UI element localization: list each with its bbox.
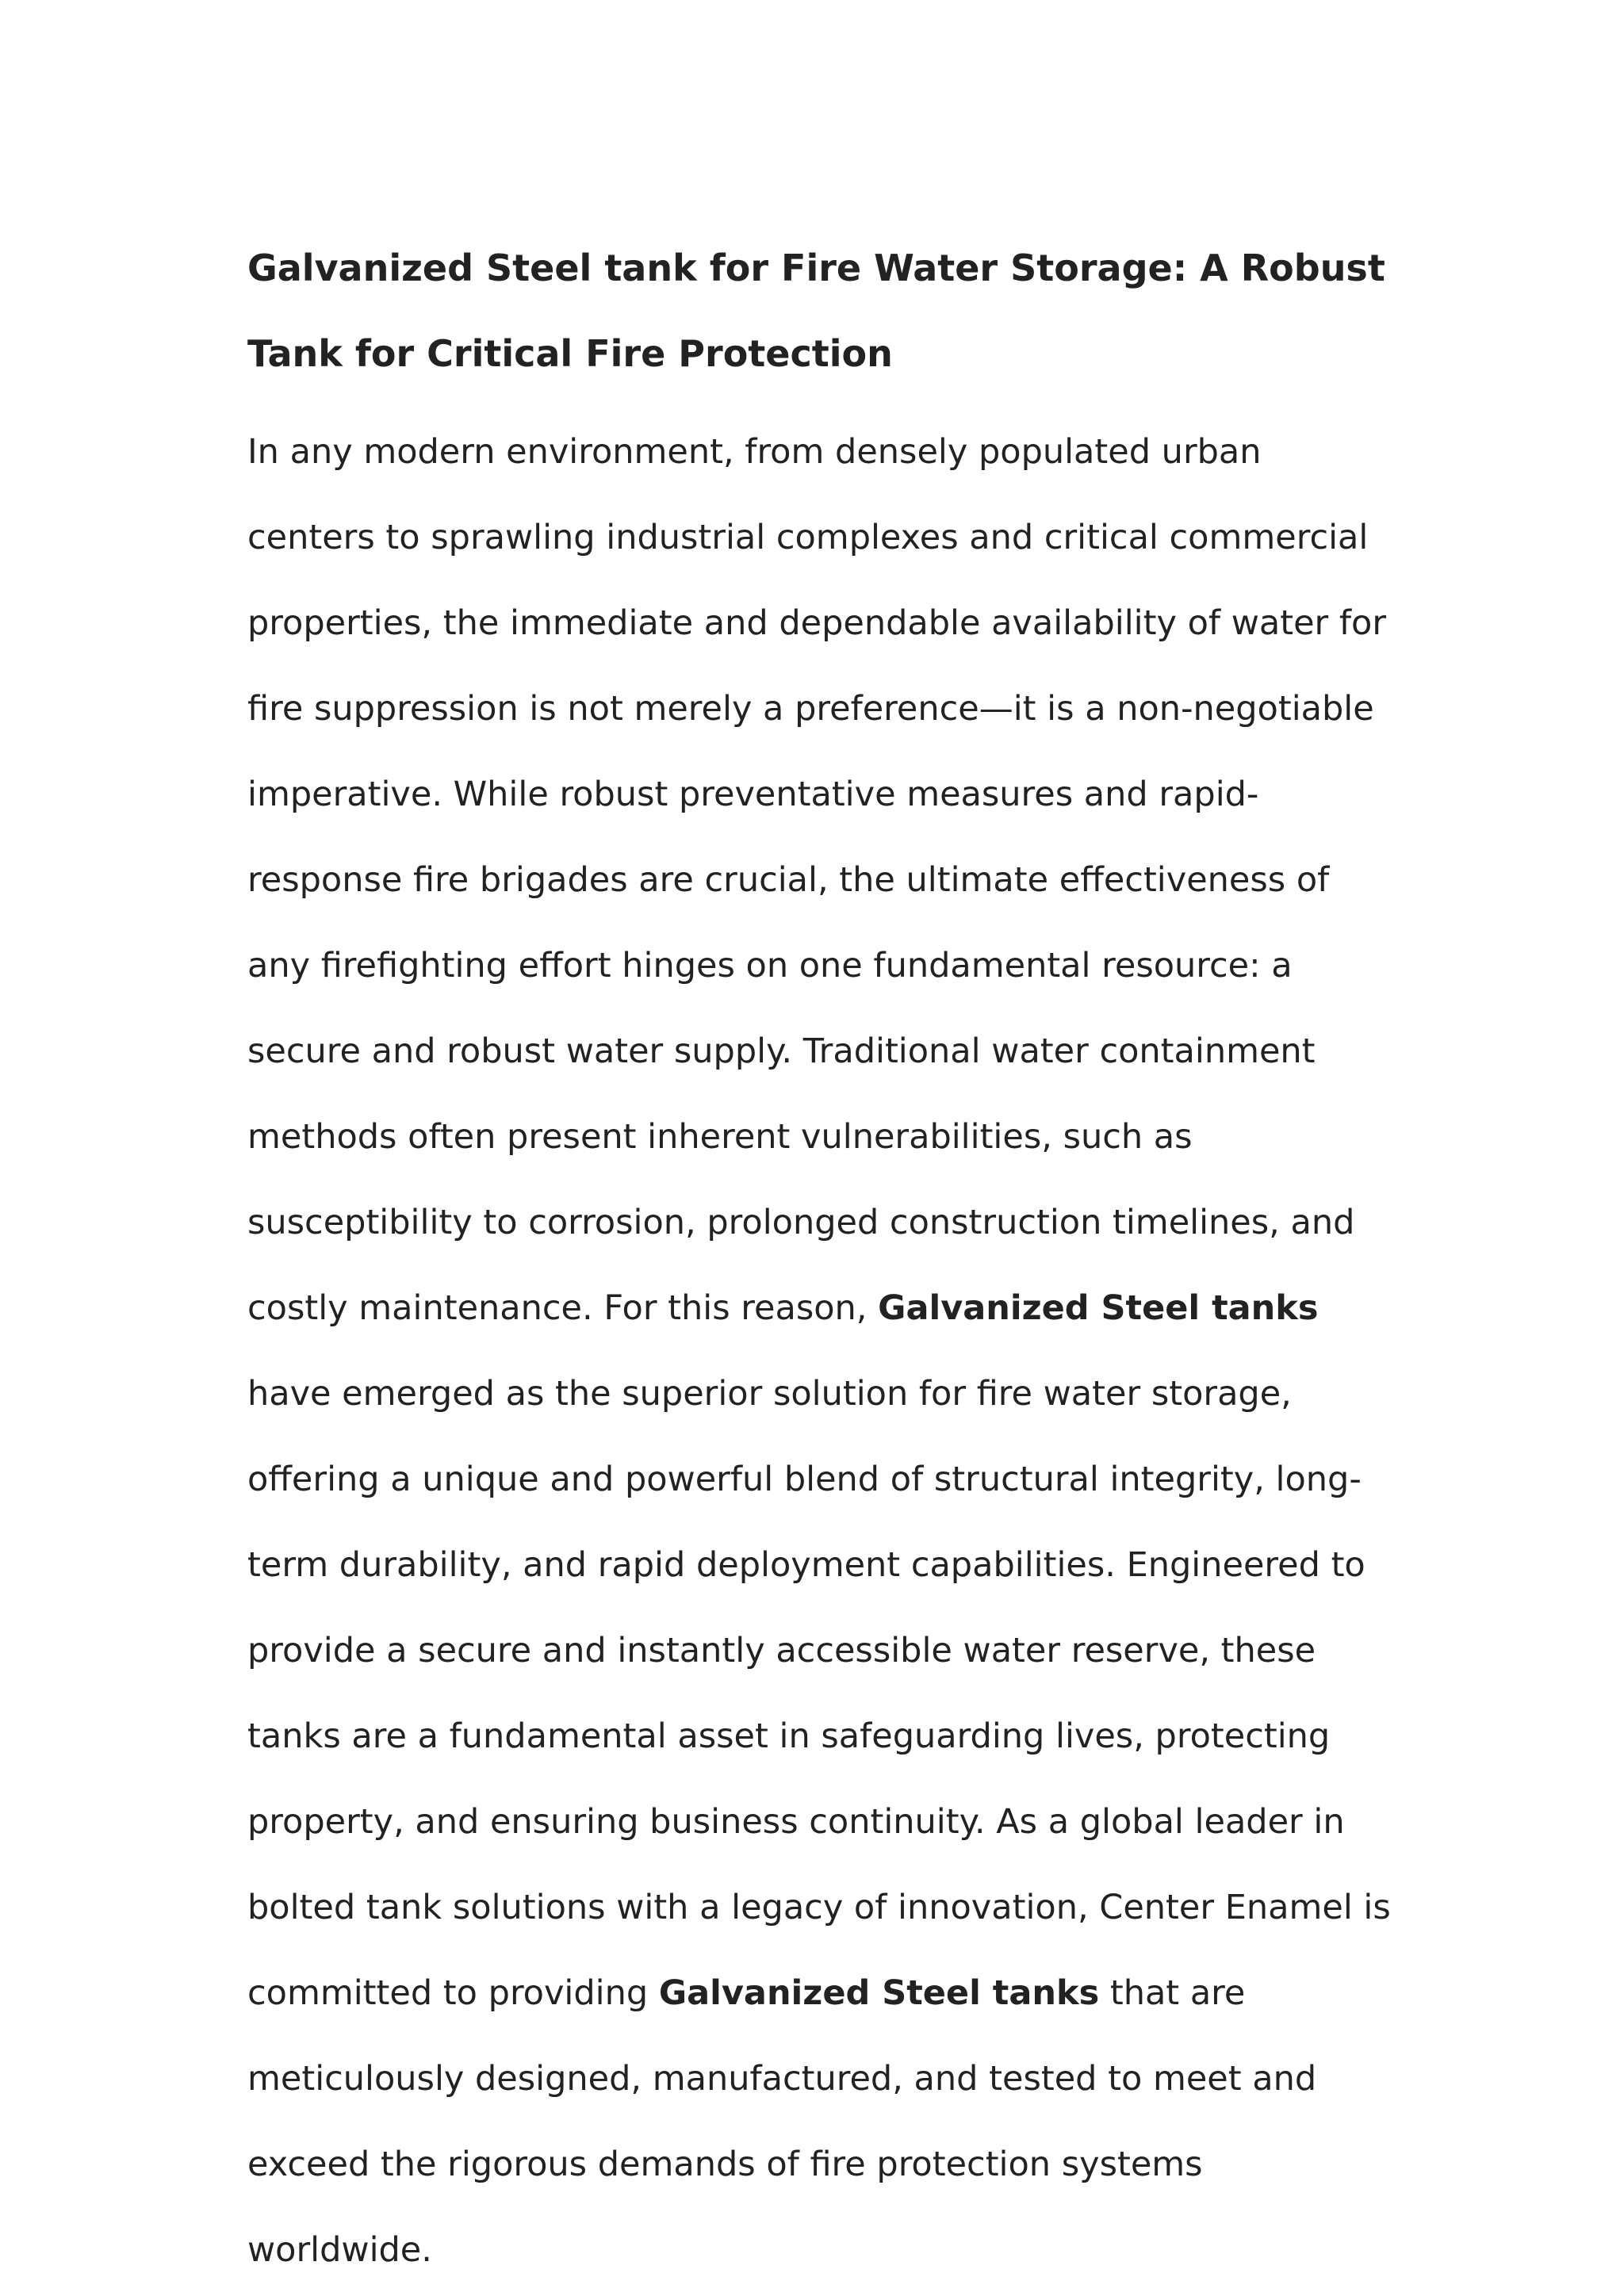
body-paragraph — [247, 409, 1397, 2293]
paragraph-text-2: have emerged as the superior solution for fire water storage, offering a unique and powerful blend of structural integrity, long-term durability, and rapid deployment capabilities. Engineered to provide a secure and instantly accessible water reserve, these tanks are a fundamental asset in safeguarding lives, protecting property, and ensuring business continuity. As a global leader in bolted tank solutions with a legacy of innovation, Center Enamel is committed to providing — [247, 1374, 1391, 2013]
document-content — [247, 225, 1397, 2293]
bold-term-2: Galvanized Steel tanks — [658, 1973, 1100, 2013]
bold-term-1: Galvanized Steel tanks — [878, 1288, 1319, 1328]
paragraph-text-3: that are meticulously designed, manufactured, and tested to meet and exceed the rigorous demands of fire protection systems worldwide. — [247, 1973, 1317, 2270]
document-title: Galvanized Steel tank for Fire Water Storage: A Robust Tank for Critical Fire Protection — [247, 247, 1385, 375]
paragraph-text-1: In any modern environment, from densely populated urban centers to sprawling industrial complexes and critical commercial properties, the immediate and dependable availability of water for fire suppression is not merely a preference—it is a non-negotiable imperative. While robust preventative measures and rapid-response fire brigades are crucial, the ultimate effectiveness of any firefighting effort hinges on one fundamental resource: a secure and robust water supply. Traditional water containment methods often present inherent vulnerabilities, such as susceptibility to corrosion, prolonged construction timelines, and costly maintenance. For this reason, — [247, 432, 1387, 1328]
